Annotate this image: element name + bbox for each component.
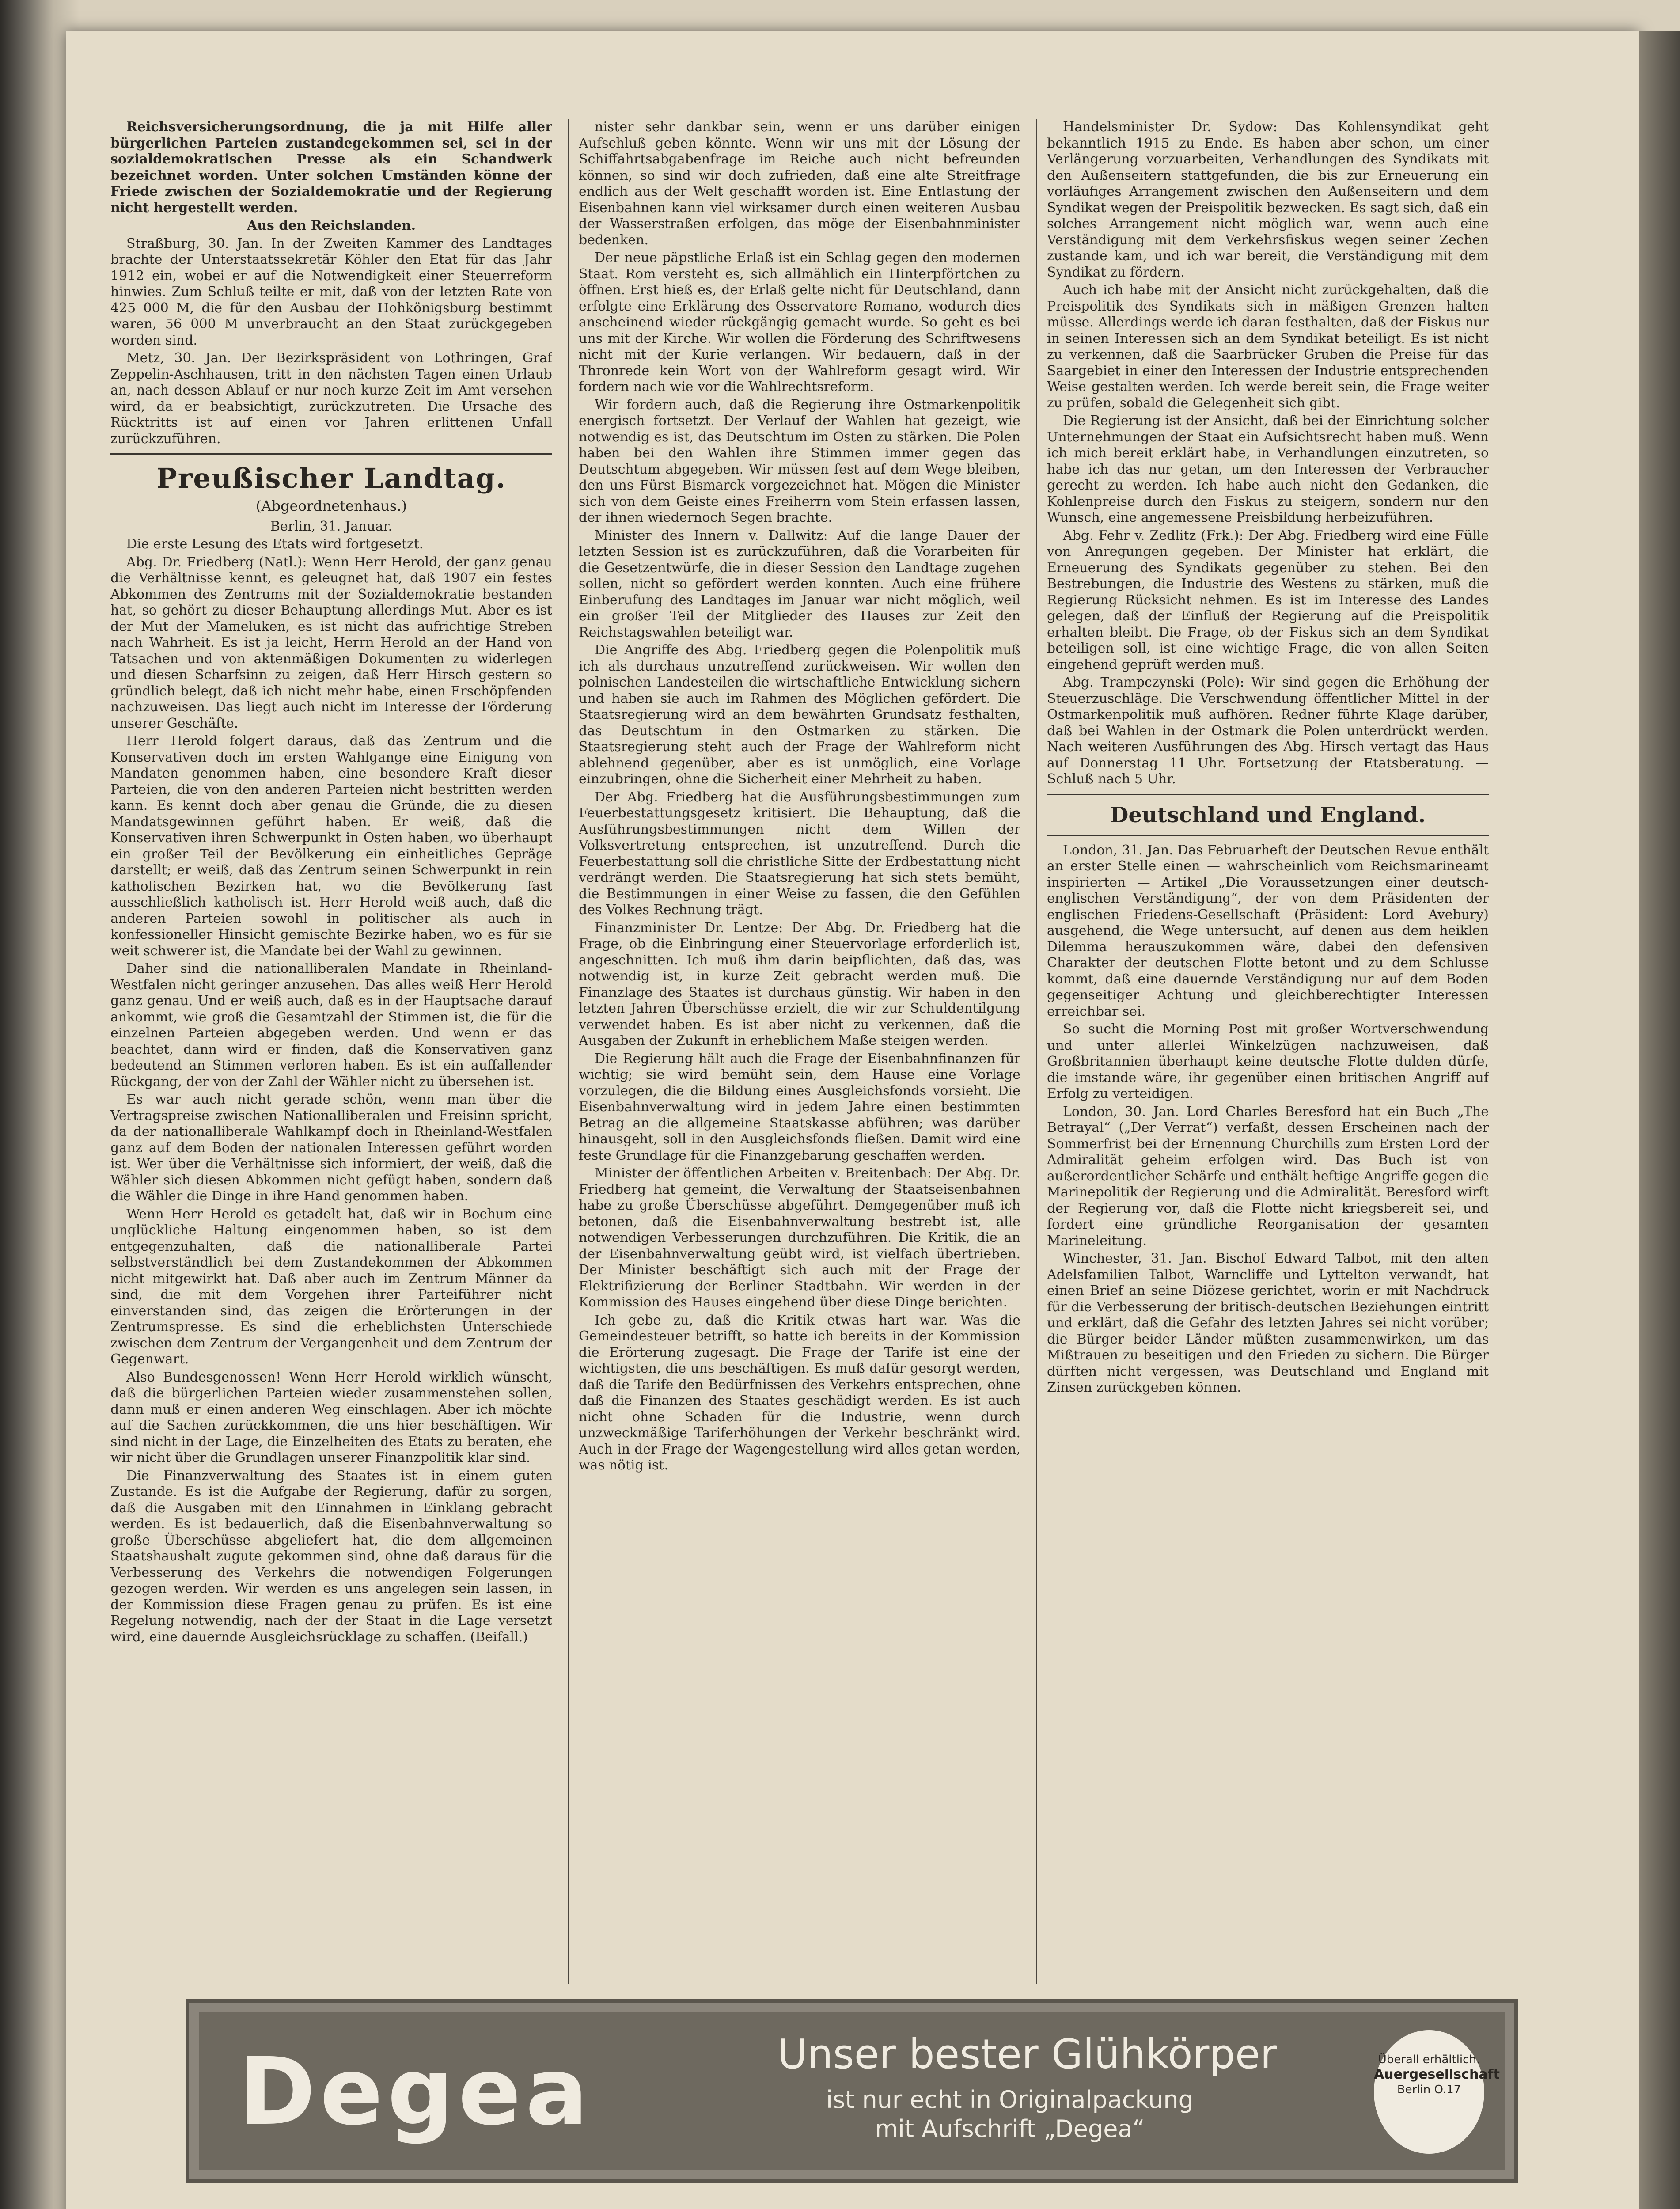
article-paragraph: Handelsminister Dr. Sydow: Das Kohlensyndikat geht bekanntlich 1915 zu Ende. Es haben aber schon, um einer Verlängerung vorzuarbeiten, Verhandlungen des Syndikats mit den Außenseitern stattgefunden, die bis zur Erneuerung ein vorläufiges Arrangement zwischen den Außenseitern und dem Syndikat wegen der Preispolitik bezwecken. Es sagt sich, daß ein solches Arrangement nicht möglich war, wenn auch eine Verständigung mit dem Verkehrsfiskus wegen seiner Zechen zustande kam, und ich war bereit, die Verständigung mit dem Syndikat zu fördern. [1047, 119, 1489, 280]
landtag-paragraph: Also Bundesgenossen! Wenn Herr Herold wirklich wünscht, daß die bürgerlichen Parteien wieder zusammenstehen sollen, dann muß er einen anderen Weg einschlagen. Aber ich möchte auf die Sachen zurückkommen, die uns hier beschäftigen. Wir sind nicht in der Lage, die Einzelheiten des Etats zu beraten, ehe wir nicht über die Grundlagen unserer Finanzpolitik klar sind. [110, 1369, 552, 1465]
england-paragraph: Winchester, 31. Jan. Bischof Edward Talbot, mit den alten Adelsfamilien Talbot, Warncliffe und Lyttelton verwandt, hat einen Brief an seine Diözese gerichtet, worin er mit Nachdruck für die Verbesserung der britisch-deutschen Beziehungen eintritt und erklärt, daß die Gefahr des letzten Jahres sei nicht vorüber; die Bürger beider Länder müßten zusammenwirken, um das Mißtrauen zu beseitigen und den Frieden zu sichern. Die Bürger dürften nicht vergessen, was Deutschland und England mit Zinsen zurückgeben können. [1047, 1251, 1489, 1395]
column-3 [1047, 119, 1489, 1984]
landtag-paragraph: Wenn Herr Herold es getadelt hat, daß wir in Bochum eine unglückliche Haltung eingenommen haben, so ist dem entgegenzuhalten, daß die nationalliberale Partei selbstverständlich bei dem Zustandekommen der Abkommen nicht mitgewirkt hat. Daß aber auch im Zentrum Männer da sind, die mit dem Vorgehen ihrer Parteiführer nicht einverstanden sind, das zeigen die Erörterungen in der Zentrumspresse. Es sind die erheblichsten Unterschiede zwischen dem Zentrum der Vergangenheit und dem Zentrum der Gegenwart. [110, 1206, 552, 1367]
dateline: Berlin, 31. Januar. [270, 518, 392, 534]
badge-company: Auergesellschaft [1374, 2067, 1500, 2082]
degea-advertisement [186, 1999, 1518, 2183]
article-paragraph: Die Regierung ist der Ansicht, daß bei der Einrichtung solcher Unternehmungen der Staat ein Aufsichtsrecht haben muß. Wenn ich mich bereit erklärt habe, in Verhandlungen einzutreten, so habe ich das nur getan, um den Interessen der Verbraucher gerecht zu werden. Ich habe auch nicht den Gedanken, die Kohlenpreise durch den Fiskus zu steigern, sondern nur den Wunsch, eine angemessene Preisbildung herbeizuführen. [1047, 413, 1489, 525]
article-paragraph: Minister des Innern v. Dallwitz: Auf die lange Dauer der letzten Session ist es zurückzuführen, daß die Vorarbeiten für die Gesetzentwürfe, die in dieser Session den Landtage zugehen sollen, nicht so gefördert werden konnten. Auch eine frühere Einberufung des Landtages im Januar war nicht möglich, weil ein großer Teil der Mitglieder des Hauses zur Zeit den Reichstagswahlen beteiligt war. [579, 528, 1020, 640]
landtag-subheading: (Abgeordnetenhaus.) [256, 497, 407, 514]
ad-tagline-line: ist nur echt in Originalpackung [826, 2086, 1194, 2114]
column-1 [110, 119, 552, 1984]
section-divider [110, 453, 552, 455]
landtag-paragraph: Daher sind die nationalliberalen Mandate in Rheinland-Westfalen nicht geringer anzusehen. Das alles weiß Herr Herold ganz genau. Und er weiß auch, daß es in der Hauptsache darauf ankommt, wie groß die Gesamtzahl der Stimmen ist, die für die einzelnen Parteien abgegeben werden. Und wenn er das beachtet, dann wird er finden, daß die Konservativen ganz bedeutend an Stimmen verloren haben. Es ist ein auffallender Rückgang, der von der Zahl der Wähler nicht zu übersehen ist. [110, 961, 552, 1089]
article-paragraph: Die Regierung hält auch die Frage der Eisenbahnfinanzen für wichtig; sie wird bemüht sein, dem Hause eine Vorlage vorzulegen, die die Bildung eines Ausgleichsfonds vorsieht. Die Eisenbahnverwaltung wird in jedem Jahre einen bestimmten Betrag an die allgemeine Staatskasse abführen; was darüber hinausgeht, soll in den Ausgleichsfonds fließen. Damit wird eine feste Grundlage für die Finanzgebarung geschaffen werden. [579, 1051, 1020, 1163]
england-paragraph: So sucht die Morning Post mit großer Wortverschwendung und unter allerlei Winkelzügen nachzuweisen, daß Großbritannien überhaupt keine deutsche Flotte dulden dürfe, die imstande wäre, ihr gegenüber einen britischen Angriff auf Erfolg zu verteidigen. [1047, 1021, 1489, 1101]
article-paragraph: Finanzminister Dr. Lentze: Der Abg. Dr. Friedberg hat die Frage, ob die Einbringung einer Steuervorlage erforderlich ist, angeschnitten. Ich muß ihm darin beipflichten, daß das, was notwendig ist, in kurze Zeit gebracht werden muß. Die Finanzlage des Staates ist durchaus günstig. Wir haben in den letzten Jahren Überschüsse erzielt, die wir zur Schuldentilgung verwendet haben. Es ist aber nicht zu verkennen, daß die Ausgaben der Zukunft in erheblichem Maße steigen werden. [579, 920, 1020, 1048]
column-separator [568, 119, 569, 1984]
article-paragraph: Der neue päpstliche Erlaß ist ein Schlag gegen den modernen Staat. Rom versteht es, sich allmählich ein Hinterpförtchen zu öffnen. Erst hieß es, der Erlaß gelte nicht für Deutschland, dann erfolgte eine Erklärung des Osservatore Romano, wodurch dies anscheinend wieder rückgängig gemacht wurde. So geht es bei uns mit der Kirche. Wir wollen die Förderung des Schriftwesens nicht mit der Kurie verlangen. Wir bedauern, daß in der Thronrede kein Wort von der Wahlreform gesagt wird. Wir fordern nach wie vor die Wahlrechtsreform. [579, 250, 1020, 395]
landtag-paragraph: Die erste Lesung des Etats wird fortgesetzt. [126, 536, 424, 552]
landtag-paragraph: Abg. Dr. Friedberg (Natl.): Wenn Herr Herold, der ganz genau die Verhältnisse kennt, es geleugnet hat, daß 1907 ein festes Abkommen des Zentrums mit der Sozialdemokratie bestanden hat, so gehört zu dieser Behauptung allerdings Mut. Aber es ist der Mut der Mameluken, es ist nicht das aufrichtige Streben nach Wahrheit. Es ist ja leicht, Herrn Herold an der Hand von Tatsachen und von aktenmäßigen Dokumenten zu widerlegen und diesen Scharfsinn zu zeigen, daß Herr Hirsch gestern so gründlich belegt, daß ich nicht mehr habe, einen Erschöpfenden nachzuweisen. Das liegt auch nicht im Interesse der Förderung unserer Geschäfte. [110, 554, 552, 731]
article-paragraph: Die Angriffe des Abg. Friedberg gegen die Polenpolitik muß ich als durchaus unzutreffend zurückweisen. Wir wollen den polnischen Landesteilen die wirtschaftliche Entwicklung sichern und haben sie auch im Rahmen des Möglichen gefördert. Die Staatsregierung wird an dem bewährten Grundsatz festhalten, das Deutschtum in den Ostmarken zu stärken. Die Staatsregierung steht auch der Frage der Wahlreform nicht ablehnend gegenüber, aber es ist unmöglich, eine Vorlage einzubringen, ohne die Sicherheit einer Mehrheit zu haben. [579, 642, 1020, 787]
reichslande-paragraph: Straßburg, 30. Jan. In der Zweiten Kammer des Landtages brachte der Unterstaatssekretär Köhler den Etat für das Jahr 1912 ein, wobei er auf die Notwendigkeit einer Steuerreform hinwies. Zum Schluß teilte er mit, daß von der letzten Rate von 425 000 M, die für den Ausbau der Hohkönigsburg bestimmt waren, 56 000 M unverbraucht an den Staat zurückgegeben worden sind. [110, 235, 552, 348]
england-headline: Deutschland und England. [1110, 802, 1426, 827]
section-divider [1047, 794, 1489, 795]
page-edge [1639, 31, 1680, 2209]
landtag-paragraph: Es war auch nicht gerade schön, wenn man über die Vertragspreise zwischen Nationalliberalen und Freisinn spricht, da der nationalliberale Wahlkampf doch in Rheinland-Westfalen ganz auf dem Boden der nationalen Interessen geführt worden ist. Wer über die Verhältnisse sich informiert, der weiß, daß die Wähler sich diesen Abkommen nicht gefügt haben, sondern daß die Wähler die Dinge in ihre Hand genommen haben. [110, 1092, 552, 1204]
ad-seal-badge [1374, 2030, 1500, 2154]
england-paragraph: London, 30. Jan. Lord Charles Beresford hat ein Buch „The Betrayal“ („Der Verrat“) verfaßt, dessen Erscheinen nach der Sommerfrist bei der Ernennung Churchills zum Ersten Lord der Admiralität geheim erfolgen wird. Das Buch ist von außerordentlicher Schärfe und enthält heftige Angriffe gegen die Marinepolitik der Regierung und die Admiralität. Beresford wirft der Regierung vor, daß die Flotte nicht kriegsbereit sei, und fordert eine gründliche Reorganisation der gesamten Marineleitung. [1047, 1104, 1489, 1249]
column-separator [1036, 119, 1037, 1984]
landtag-paragraph: Herr Herold folgert daraus, daß das Zentrum und die Konservativen doch im ersten Wahlgange eine Einigung von Mandaten genommen haben, eine besondere Kraft dieser Parteien, die von den anderen Parteien nicht bestritten werden kann. Es kennt doch aber genau die Gründe, die zu diesen Mandatsgewinnen geführt haben. Er weiß, daß die Konservativen ihren Schwerpunkt in Osten haben, wo überhaupt ein großer Teil der Bevölkerung ein einheitliches Gepräge darstellt; er weiß, daß das Zentrum seinen Schwerpunkt in rein katholischen Bezirken hat, wo die Bevölkerung fast ausschließlich katholisch ist. Herr Herold weiß auch, daß die anderen Parteien sowohl in politischer als auch in konfessioneller Hinsicht gemischte Bezirke haben, wo es für sie weit schwerer ist, die Mandate bei der Wahl zu gewinnen. [110, 733, 552, 959]
england-paragraph: London, 31. Jan. Das Februarheft der Deutschen Revue enthält an erster Stelle einen — wahrscheinlich vom Reichsmarineamt inspirierten — Artikel „Die Voraussetzungen einer deutsch-englischen Verständigung“, der von dem Präsidenten der englischen Friedens-Gesellschaft (Präsident: Lord Avebury) ausgehend, die Wege untersucht, auf denen aus dem heiklen Dilemma herauszukommen wäre, dabei den defensiven Charakter der deutschen Flotte betont und zu dem Schlusse kommt, daß eine dauernde Verständigung nur auf dem Boden gegenseitiger Achtung und gleichberechtigter Interessen erreichbar sei. [1047, 842, 1489, 1019]
column-2 [579, 119, 1020, 1984]
badge-line: Überall erhältlich. [1378, 2053, 1480, 2066]
ad-tagline [826, 2085, 1194, 2144]
intro-paragraph: Reichsversicherungsordnung, die ja mit Hilfe aller bürgerlichen Parteien zustandegekommen sei, sei in der sozialdemokratischen Presse als ein Schandwerk bezeichnet worden. Unter solchen Umständen könne der Friede zwischen der Sozialdemokratie und der Regierung nicht hergestellt werden. [110, 119, 552, 216]
reichslande-heading: Aus den Reichslanden. [247, 218, 416, 233]
ad-tagline-line: mit Aufschrift „Degea“ [875, 2115, 1145, 2143]
article-paragraph: Der Abg. Friedberg hat die Ausführungsbestimmungen zum Feuerbestattungsgesetz kritisiert. Die Behauptung, daß die Ausführungsbestimmungen nicht dem Willen der Volksvertretung entsprechen, ist unzutreffend. Durch die Feuerbestattung soll die christliche Sitte der Erdbestattung nicht verdrängt werden. Die Staatsregierung hat sich stets bemüht, die Bestimmungen in einer Weise zu fassen, die den Gefühlen des Volkes Rechnung trägt. [579, 789, 1020, 918]
article-paragraph: Abg. Trampczynski (Pole): Wir sind gegen die Erhöhung der Steuerzuschläge. Die Verschwendung öffentlicher Mittel in der Ostmarkenpolitik muß aufhören. Redner führte Klage darüber, daß bei Wahlen in der Ostmark die Polen unterdrückt werden. Nach weiteren Ausführungen des Abg. Hirsch vertagt das Haus auf Donnerstag 11 Uhr. Fortsetzung der Etatsberatung. — Schluß nach 5 Uhr. [1047, 675, 1489, 787]
ad-headline: Unser bester Glühkörper [777, 2031, 1277, 2078]
section-divider [1047, 835, 1489, 836]
ad-brand-logo: Degea [239, 2038, 593, 2146]
ad-panel [199, 2012, 1505, 2170]
article-paragraph: Auch ich habe mit der Ansicht nicht zurückgehalten, daß die Preispolitik des Syndikats sich in mäßigen Grenzen halten müsse. Allerdings werde ich daran festhalten, daß der Fiskus nur in seinen Interessen sich an dem Syndikat beteiligt. Es ist nicht zu verkennen, daß die Saarbrücker Gruben die Preise für das Saargebiet in einer den Interessen der Industrie entsprechenden Weise gestalten werden. Ich werde bereit sein, die Frage weiter zu prüfen, sobald die Gelegenheit sich gibt. [1047, 282, 1489, 411]
badge-address: Berlin O.17 [1397, 2083, 1461, 2096]
article-paragraph: Ich gebe zu, daß die Kritik etwas hart war. Was die Gemeindesteuer betrifft, so hatte ich bereits in der Kommission die Erörterung zugesagt. Die Frage der Tarife ist eine der wichtigsten, die uns beschäftigen. Es muß dafür gesorgt werden, daß die Tarife den Bedürfnissen des Verkehrs entsprechen, ohne daß die Finanzen des Staates geschädigt werden. Es ist auch nicht ohne Schaden für die Industrie, wenn durch unzweckmäßige Tariferhöhungen der Verkehr beschränkt wird. Auch in der Frage der Wagengestellung wird alles getan werden, was nötig ist. [579, 1312, 1020, 1473]
article-paragraph: Wir fordern auch, daß die Regierung ihre Ostmarkenpolitik energisch fortsetzt. Der Verlauf der Wahlen hat gezeigt, wie notwendig es ist, das Deutschtum im Osten zu stärken. Die Polen haben bei den Wahlen ihre Stimmen immer gegen das Deutschtum abgegeben. Wir müssen fest auf dem Wege bleiben, den uns Fürst Bismarck vorgezeichnet hat. Mögen die Minister sich von dem Geiste eines Freiherrn vom Stein erfassen lassen, der ihnen wiedernoch Segen brachte. [579, 397, 1020, 525]
article-paragraph: Abg. Fehr v. Zedlitz (Frk.): Der Abg. Friedberg wird eine Fülle von Anregungen gegeben. Der Minister hat erklärt, die Erneuerung des Syndikats gegenüber zu stehen. Bei den Bestrebungen, die Industrie des Westens zu stärken, muß die Regierung Rücksicht nehmen. Es ist im Interesse des Landes gelegen, daß der Einfluß der Regierung auf die Preispolitik erhalten bleibt. Die Frage, ob der Fiskus sich an dem Syndikat beteiligen soll, ist eine wichtige Frage, die von allen Seiten eingehend geprüft werden muß. [1047, 528, 1489, 672]
landtag-paragraph: Die Finanzverwaltung des Staates ist in einem guten Zustande. Es ist die Aufgabe der Regierung, dafür zu sorgen, daß die Ausgaben mit den Einnahmen in Einklang gebracht werden. Es ist bedauerlich, daß die Eisenbahnverwaltung so große Überschüsse abgeliefert hat, die dem allgemeinen Staatshaushalt zugute gekommen sind, ohne daß daraus für die Verbesserung des Verkehrs die notwendigen Folgerungen gezogen werden. Wir werden es uns angelegen sein lassen, in der Kommission diese Fragen genau zu prüfen. Es ist eine Regelung notwendig, nach der der Staat in die Lage versetzt wird, eine dauernde Ausgleichsrücklage zu schaffen. (Beifall.) [110, 1468, 552, 1645]
article-paragraph: Minister der öffentlichen Arbeiten v. Breitenbach: Der Abg. Dr. Friedberg hat gemeint, die Verwaltung der Staatseisenbahnen habe zu große Überschüsse abgeführt. Demgegenüber muß ich betonen, daß die Eisenbahnverwaltung bestrebt ist, alle notwendigen Verbesserungen durchzuführen. Die Kritik, die an der Eisenbahnverwaltung geübt wird, ist vielfach übertrieben. Der Minister beschäftigt sich auch mit der Frage der Elektrifizierung der Berliner Stadtbahn. Wir werden in der Kommission des Hauses eingehend über diese Dinge berichten. [579, 1165, 1020, 1310]
article-paragraph: nister sehr dankbar sein, wenn er uns darüber einigen Aufschluß geben könnte. Wenn wir uns mit der Lösung der Schiffahrtsabgabenfrage im Reiche auch nicht befreunden können, so sind wir doch zufrieden, daß eine alte Streitfrage endlich aus der Welt geschafft worden ist. Eine Entlastung der Eisenbahnen kann viel wirksamer durch einen weiteren Ausbau der Wasserstraßen erfolgen, das möge der Eisenbahnminister bedenken. [579, 119, 1020, 248]
landtag-headline: Preußischer Landtag. [156, 462, 506, 494]
reichslande-paragraph: Metz, 30. Jan. Der Bezirkspräsident von Lothringen, Graf Zeppelin-Aschhausen, tritt in den nächsten Tagen einen Urlaub an, nach dessen Ablauf er nur noch kurze Zeit im Amt versehen wird, da er beabsichtigt, zurückzutreten. Die Ursache des Rücktritts ist auf einen vor Jahren erlittenen Unfall zurückzuführen. [110, 350, 552, 447]
